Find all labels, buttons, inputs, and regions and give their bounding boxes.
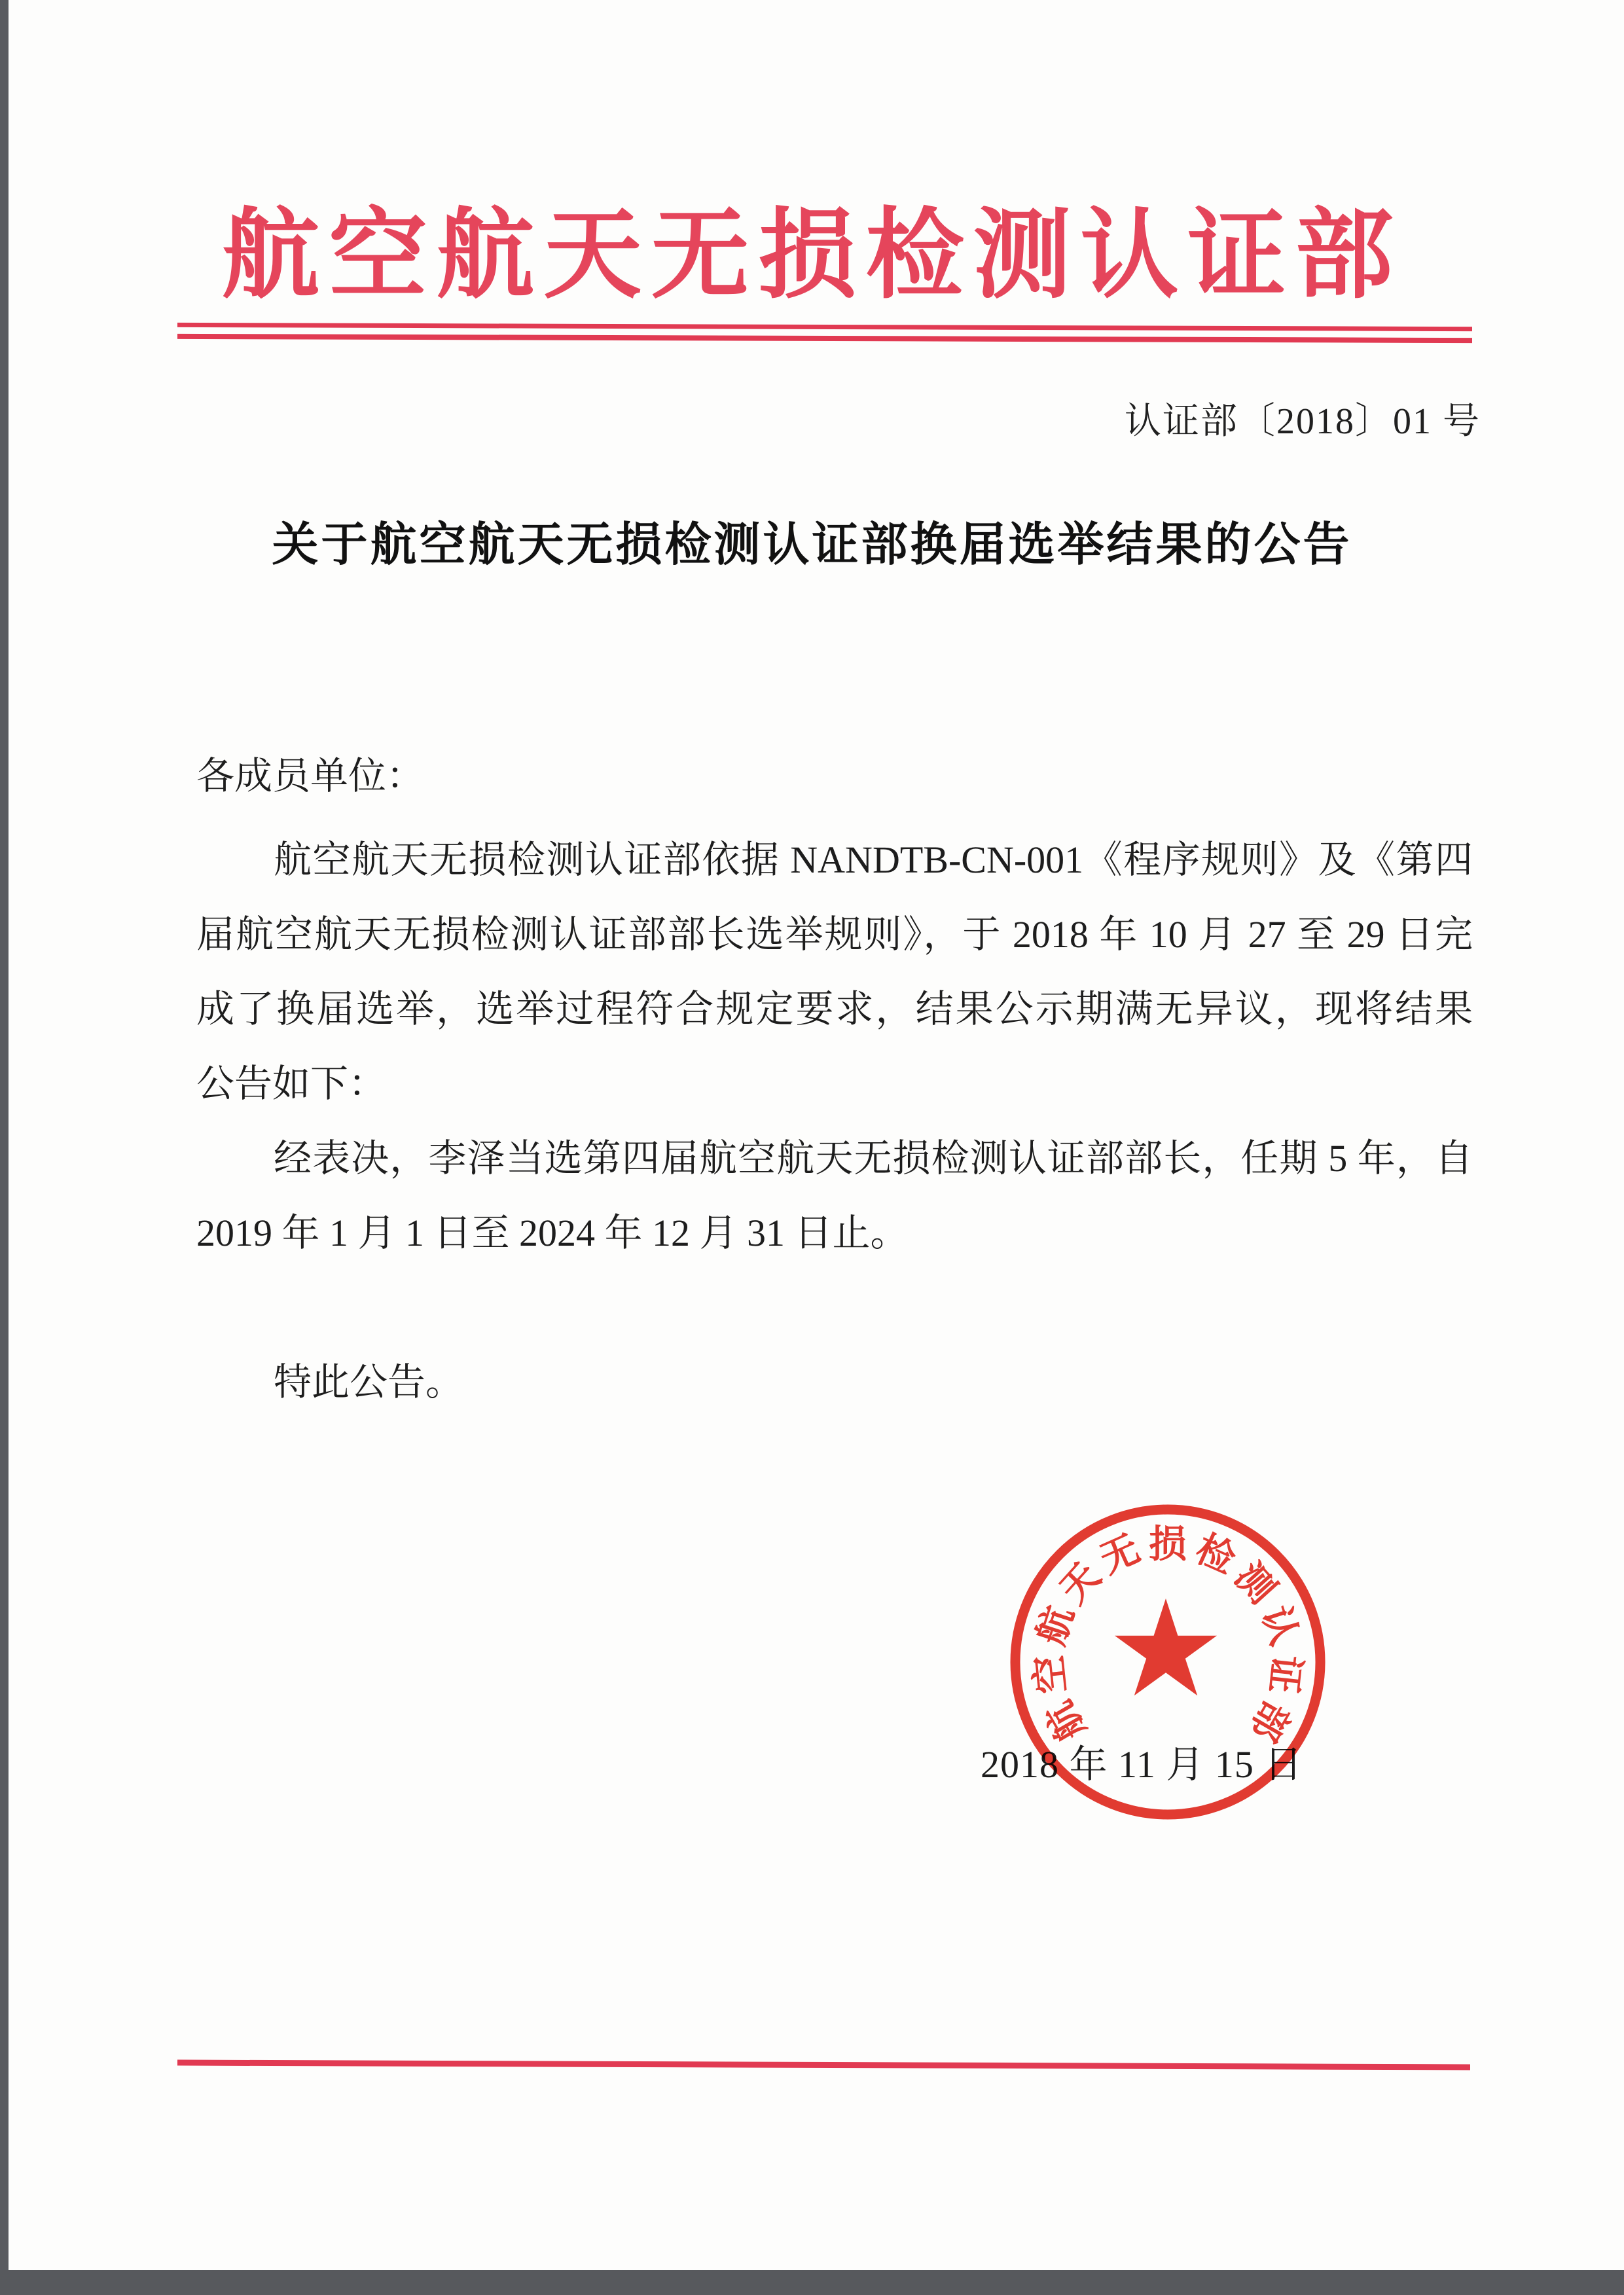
body-line-1: 航空航天无损检测认证部依据 NANDTB-CN-001《程序规则》及《第四 <box>274 839 1473 881</box>
seal-char: 损 <box>1148 1523 1187 1566</box>
body-line-6: 2019 年 1 月 1 日至 2024 年 12 月 31 日止。 <box>196 1212 909 1254</box>
seal-char: 航 <box>1029 1600 1082 1651</box>
letterhead-org-name: 航空航天无损检测认证部 <box>221 202 1403 310</box>
letterhead-double-rule-top <box>177 323 1472 331</box>
scanner-edge-bottom <box>0 2270 1624 2295</box>
salutation: 各成员单位： <box>196 755 425 797</box>
seal-char: 测 <box>1227 1555 1284 1612</box>
closing-statement: 特此公告。 <box>274 1361 464 1403</box>
document-number: 认证部〔2018〕01 号 <box>1125 401 1481 442</box>
seal-char: 无 <box>1094 1527 1146 1581</box>
seal-char: 认 <box>1254 1600 1307 1651</box>
scanner-edge-left <box>0 0 9 2295</box>
seal-char: 部 <box>1242 1693 1298 1748</box>
body-line-2: 届航空航天无损检测认证部部长选举规则》，于 2018 年 10 月 27 至 29 日完 <box>196 913 1473 956</box>
document-title: 关于航空航天无损检测认证部换届选举结果的公告 <box>272 520 1352 571</box>
body-line-5: 经表决，李泽当选第四届航空航天无损检测认证部部长，任期 5 年，自 <box>274 1137 1473 1180</box>
seal-char: 证 <box>1261 1653 1308 1696</box>
seal-char: 检 <box>1189 1527 1242 1581</box>
letterhead-double-rule-bottom <box>177 334 1472 343</box>
seal-char: 天 <box>1051 1555 1109 1612</box>
body-line-4: 公告如下： <box>196 1062 387 1105</box>
seal-star-icon <box>1115 1599 1217 1695</box>
body-line-3: 成了换届选举，选举过程符合规定要求，结果公示期满无异议，现将结果 <box>196 988 1473 1030</box>
issue-date: 2018 年 11 月 15 日 <box>981 1743 1303 1786</box>
seal-char: 空 <box>1027 1653 1074 1696</box>
footer-rule <box>177 2060 1470 2070</box>
seal-char: 航 <box>1038 1693 1094 1748</box>
official-seal <box>998 1492 1338 1832</box>
